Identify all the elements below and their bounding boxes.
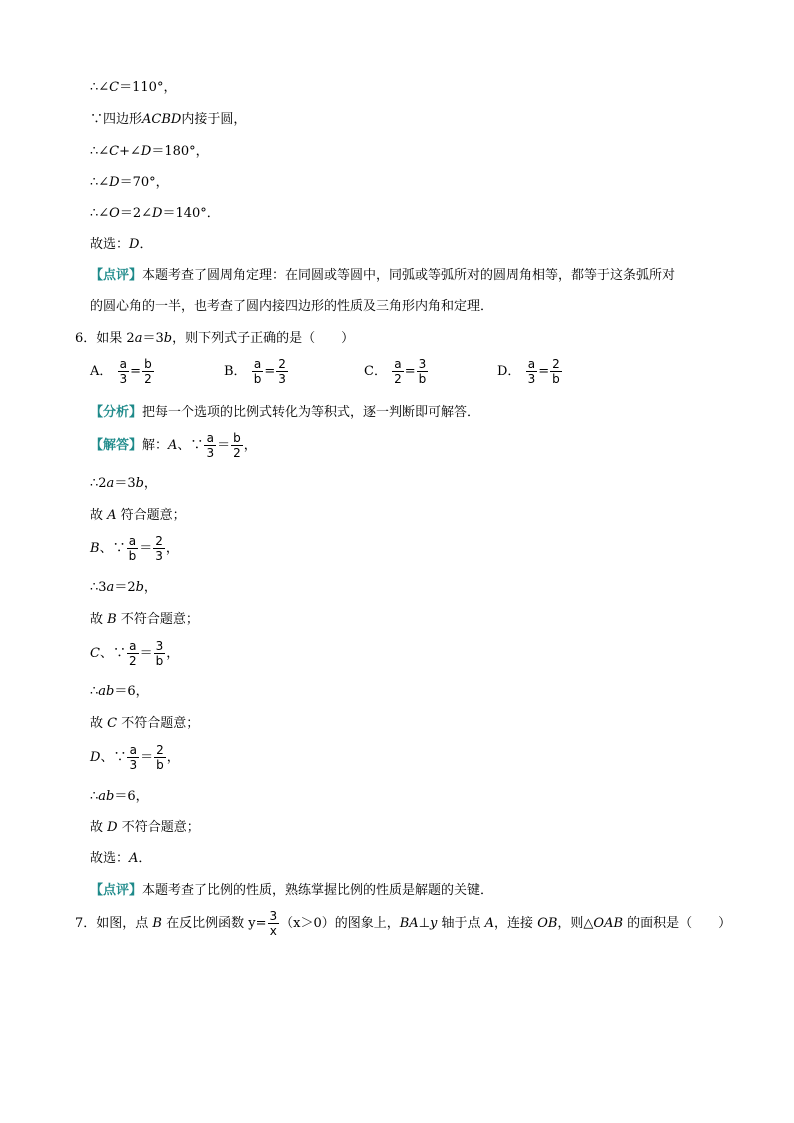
option-d[interactable]: D． $\frac{a}{3}$ = $\frac{2}{b}$: [497, 357, 560, 386]
fraction: $\frac{2}{3}$: [278, 357, 286, 386]
answer-b-result: ∴3a＝2b，: [90, 580, 157, 595]
answer-c-verdict: 故 C 不符合题意；: [90, 716, 200, 731]
solution-line-angle-o: ∴∠O＝2∠D＝140°．: [90, 206, 220, 221]
answer-case-d: D、∵ $\frac{a}{3}$ ＝ $\frac{2}{b}$ ，: [90, 743, 180, 772]
solution-line-angle-c: ∴∠C＝110°，: [90, 80, 177, 95]
option-a[interactable]: A． $\frac{a}{3}$ = $\frac{b}{2}$: [90, 357, 152, 386]
question-6-comment: 【点评】本题考查了比例的性质，熟练掌握比例的性质是解题的关键．: [90, 883, 494, 898]
analysis-tag: 【分析】: [90, 405, 143, 420]
fraction: $\frac{b}{2}$: [144, 357, 152, 386]
comment-tag: 【点评】: [90, 268, 143, 283]
answer-b-verdict: 故 B 不符合题意；: [90, 612, 199, 627]
answer-case-c: C、∵ $\frac{a}{2}$ ＝ $\frac{3}{b}$ ，: [90, 639, 180, 668]
fraction: $\frac{a}{3}$: [527, 357, 536, 386]
fraction: $\frac{3}{b}$: [418, 357, 427, 386]
solution-line-choice-d: 故选：D．: [90, 237, 153, 252]
answer-case-a: 【解答】解：A、∵ $\frac{a}{3}$ ＝ $\frac{b}{2}$ ，: [90, 431, 257, 460]
answer-c-result: ∴ab＝6，: [90, 684, 149, 699]
answer-d-result: ∴ab＝6，: [90, 789, 149, 804]
option-c[interactable]: C． $\frac{a}{2}$ = $\frac{3}{b}$: [364, 357, 427, 386]
solution-line-quadrilateral: ∵四边形ACBD内接于圆，: [90, 112, 247, 127]
question-7-stem: 7．如图，点 B 在反比例函数 y= $\frac{3}{x}$ （x＞0）的图象上，BA⊥y 轴于点 A，连接 OB，则△OAB 的面积是（ ）: [75, 909, 732, 938]
fraction: $\frac{a}{b}$: [253, 357, 262, 386]
answer-d-verdict: 故 D 不符合题意；: [90, 820, 200, 835]
fraction: $\frac{a}{3}$: [119, 357, 128, 386]
answer-a-result: ∴2a＝3b，: [90, 476, 157, 491]
solution-line-angle-sum: ∴∠C+∠D＝180°，: [90, 144, 209, 159]
option-b[interactable]: B． $\frac{a}{b}$ = $\frac{2}{3}$: [224, 357, 286, 386]
question-6-stem: 6．如果 2a＝3b，则下列式子正确的是（ ）: [75, 331, 355, 346]
fraction: $\frac{2}{b}$: [552, 357, 560, 386]
fraction: $\frac{a}{2}$: [394, 357, 402, 386]
comment-line-1: 【点评】本题考查了圆周角定理：在同圆或等圆中，同弧或等弧所对的圆周角相等，都等于这条弧所对: [90, 268, 676, 283]
answer-tag: 【解答】: [90, 438, 143, 453]
answer-case-b: B、∵ $\frac{a}{b}$ ＝ $\frac{2}{3}$ ，: [90, 534, 179, 563]
answer-final-choice: 故选：A．: [90, 851, 152, 866]
comment-line-2: 的圆心角的一半，也考查了圆内接四边形的性质及三角形内角和定理．: [90, 299, 494, 314]
analysis-line: 【分析】把每一个选项的比例式转化为等积式，逐一判断即可解答．: [90, 405, 481, 420]
solution-line-angle-d: ∴∠D＝70°，: [90, 175, 169, 190]
comment-tag: 【点评】: [90, 883, 143, 898]
answer-a-verdict: 故 A 符合题意；: [90, 508, 186, 523]
